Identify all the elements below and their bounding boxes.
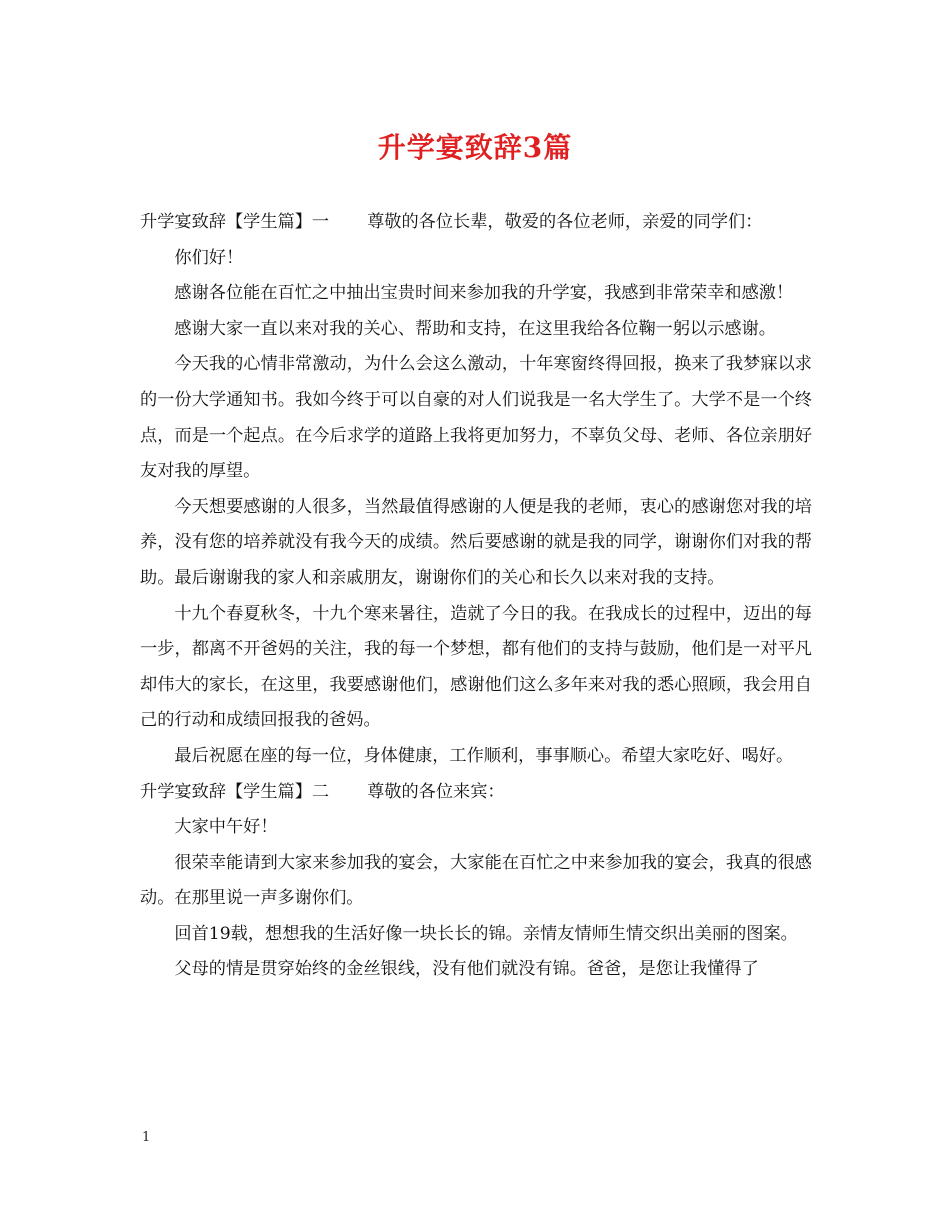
section-heading: 升学宴致辞【学生篇】一 <box>140 212 330 232</box>
paragraph: 你们好！ <box>174 247 244 268</box>
section-heading-line <box>140 205 812 241</box>
document-title: 升学宴致辞3篇 <box>377 131 573 164</box>
paragraph: 最后祝愿在座的每一位，身体健康，工作顺利，事事顺心。希望大家吃好、喝好。 <box>174 745 794 766</box>
paragraph: 十九个春夏秋冬，十九个寒来暑往，造就了今日的我。在我成长的过程中，迈出的每一步，都离不开爸妈的关注，我的每一个梦想，都有他们的支持与鼓励，他们是一对平凡却伟大的家长，在这里，我要感谢他们，感谢他们这么多年来对我的悉心照顾，我会用自己的行动和成绩回报我的爸妈。 <box>140 603 812 731</box>
paragraph: 回首19载，想想我的生活好像一块长长的锦。亲情友情师生情交织出美丽的图案。 <box>174 923 798 944</box>
page-number: 1 <box>142 1130 151 1145</box>
section-heading: 升学宴致辞【学生篇】二 <box>140 781 330 802</box>
section-heading-line <box>140 775 812 811</box>
document-body <box>140 205 812 988</box>
section-salutation: 尊敬的各位长辈，敬爱的各位老师，亲爱的同学们： <box>367 212 763 232</box>
paragraph: 感谢大家一直以来对我的关心、帮助和支持，在这里我给各位鞠一躬以示感谢。 <box>174 318 776 339</box>
paragraph: 大家中午好！ <box>174 817 278 838</box>
paragraph: 今天想要感谢的人很多，当然最值得感谢的人便是我的老师，衷心的感谢您对我的培养，没有您的培养就没有我今天的成绩。然后要感谢的就是我的同学，谢谢你们对我的帮助。最后谢谢我的家人和亲戚朋友，谢谢你们的关心和长久以来对我的支持。 <box>140 496 812 588</box>
section-salutation: 尊敬的各位来宾： <box>367 781 505 802</box>
paragraph: 父母的情是贯穿始终的金丝银线，没有他们就没有锦。爸爸，是您让我懂得了 <box>174 959 759 980</box>
paragraph: 很荣幸能请到大家来参加我的宴会，大家能在百忙之中来参加我的宴会，我真的很感动。在那里说一声多谢你们。 <box>140 852 812 909</box>
paragraph: 感谢各位能在百忙之中抽出宝贵时间来参加我的升学宴，我感到非常荣幸和感激！ <box>174 283 794 304</box>
paragraph: 今天我的心情非常激动，为什么会这么激动，十年寒窗终得回报，换来了我梦寐以求的一份大学通知书。我如今终于可以自豪的对人们说我是一名大学生了。大学不是一个终点，而是一个起点。在今后求学的道路上我将更加努力，不辜负父母、老师、各位亲朋好友对我的厚望。 <box>140 354 812 482</box>
